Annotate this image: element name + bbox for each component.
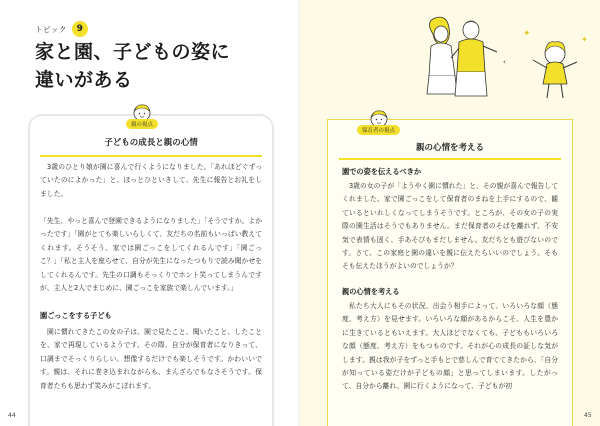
- family-illustration: [405, 14, 590, 109]
- parent-paragraph-1: 3歳のひとり娘が園に喜んで行くようになりました。「あれほどぐずっていたのによかった」と、ほっとひといきして、先生に報告とお礼をしました。: [40, 163, 262, 198]
- teacher-view-badge: [357, 108, 400, 135]
- parent-paragraph-3: 園に慣れてきたこの女の子は、園で見たこと、聞いたこと、したことを、家で再現しているようです。その際、自分が保育者になりきって、口調までそっくりらしい。想像するだけでも楽しそうです。かわいいです。親は、それに巻き込まれながらも、まんざらでもなさそうです。保育者たちも思わず笑みがこぼれます。: [40, 328, 262, 390]
- svg-text:✦: ✦: [581, 35, 588, 44]
- teacher-paragraph-1: 3歳の女の子が「ようやく園に慣れた」と、その親が喜んで報告してくれました。家で園ごっこをして保育者のまねを上手にするので、観ているといれしくなってしまうそうです。ところが、その女の子の実際の園生活はそうでもありません。まだ保育者のそばを離れず、不安気で表情も固く、手あそびもまだしません。友だちとも遊びないのです。さて、この家庭と園の違いを親に伝えたらいいのでしょう。そもそも伝えたほうがよいのでしょうか？: [342, 182, 558, 271]
- page-number-left: 44: [8, 412, 16, 419]
- right-page: [300, 0, 600, 426]
- teacher-subheading-2: 親の心情を考える: [342, 287, 400, 296]
- teacher-paragraph-2: 私たち大人にもその状況、出会う相手によって、いろいろな顔（態度、考え方）を見せます。いろいろな顔があるからこそ、人生を豊かに生きているともいえます。大人ほどでなくても、子どももいろいろな顔（態度、考え方）をもつものです。それが心の成長の証しな気がします。親は我が子をずっと手もとで慈しんで育ててきたから、「自分が知っている姿だけが子どもの顔」と思ってしまいます。したがって、自分から離れ、園に行くようになって、子どもが初: [342, 302, 558, 391]
- parent-box-heading: 子どもの成長と親の心情: [104, 138, 198, 148]
- parent-view-label: 親の視点: [126, 119, 158, 129]
- parent-paragraph-2: 「先生、やっと喜んで登園できるようになりました」「そうですか。よかったです」「園がとても楽しいらしくて、友だちの名前もいっぱい教えてくれます。そうそう、家では園ごっこをしてくれるんです」「園ごっこ？」「私と主人を座らせて、自分が先生になったつもりで読み聞かせをしてくれるんです。先生の口調もそっくりでホント笑ってしまうんですが、主人と2人でまじめに、園ごっこを家族で楽しんでいます。」: [40, 217, 262, 293]
- teacher-view-label: 保育者の視点: [357, 125, 400, 135]
- topic-tag: [35, 21, 88, 37]
- parent-box-rule: [40, 155, 262, 157]
- svg-text:‹: ‹: [503, 58, 506, 66]
- title-line-1: 家と園、子どもの姿に: [35, 41, 231, 63]
- teacher-subheading-1: 園での姿を伝えるべきか: [342, 167, 422, 176]
- parent-subheading: 園ごっこをする子ども: [40, 311, 112, 320]
- parent-view-badge: [126, 102, 158, 129]
- teacher-box-rule: [339, 158, 561, 160]
- title-line-2: 違いがある: [35, 69, 133, 91]
- svg-text:✦: ✦: [523, 29, 531, 39]
- page-title: [35, 38, 285, 94]
- topic-label: トピック: [35, 24, 67, 34]
- topic-number-badge: 9: [72, 21, 88, 37]
- page-number-right: 45: [584, 412, 592, 419]
- teacher-box-heading: 親の心情を考える: [415, 143, 484, 153]
